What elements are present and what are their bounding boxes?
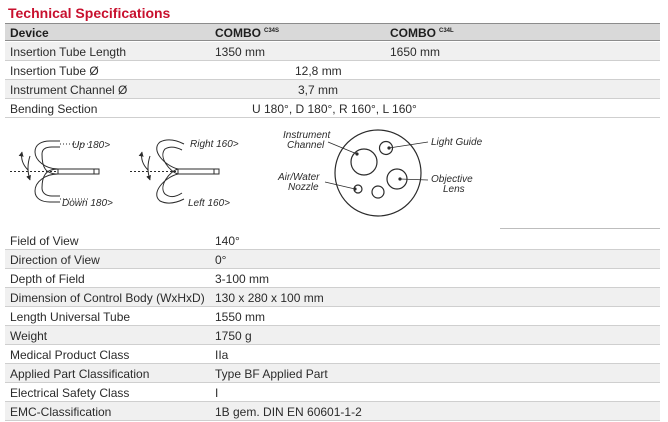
spec-value: 130 x 280 x 100 mm — [215, 291, 324, 305]
table-row — [5, 288, 660, 307]
table-row — [5, 345, 660, 364]
table-row — [5, 307, 660, 326]
spec-label: Field of View — [10, 234, 79, 248]
table-row — [5, 99, 660, 118]
spec-value: 0° — [215, 253, 227, 267]
header-device: Device — [10, 26, 49, 40]
spec-value: I — [215, 386, 219, 400]
table-header — [5, 23, 660, 41]
spec-label: Electrical Safety Class — [10, 386, 130, 400]
spec-label: Dimension of Control Body (WxHxD) — [10, 291, 205, 305]
right-label: Right 160> — [190, 139, 239, 150]
table-row — [5, 326, 660, 345]
instrument-channel-label-2: Channel — [287, 140, 325, 151]
divider — [500, 228, 660, 229]
spec-label: Weight — [10, 329, 48, 343]
spec-label: Bending Section — [10, 102, 98, 116]
table-row — [5, 250, 660, 269]
table-row — [5, 269, 660, 288]
spec-label: EMC-Classification — [10, 405, 112, 419]
spec-value: IIa — [215, 348, 229, 362]
air-water-label-2: Nozzle — [288, 182, 319, 193]
spec-label: Insertion Tube Ø — [10, 64, 99, 78]
table-row — [5, 42, 660, 61]
light-guide-label: Light Guide — [431, 137, 483, 148]
leader-dots — [353, 146, 401, 190]
spec-value: 3-100 mm — [215, 272, 270, 286]
distal-tip-icon — [335, 130, 421, 216]
spec-value: 1650 mm — [390, 45, 441, 59]
table-row — [5, 364, 660, 383]
spec-label: Applied Part Classification — [10, 367, 150, 381]
header-combo-short-label: COMBO — [215, 26, 261, 40]
left-label: Left 160> — [188, 198, 230, 209]
table-row — [5, 231, 660, 250]
air-water-label-1: Air/Water — [278, 172, 320, 183]
down-label: Down 180> — [62, 198, 113, 209]
objective-lens-label-2: Lens — [443, 184, 465, 195]
objective-lens-label-1: Objective — [431, 174, 473, 185]
spec-value: 1B gem. DIN EN 60601-1-2 — [215, 405, 362, 419]
table-row — [5, 61, 660, 80]
spec-label: Instrument Channel Ø — [10, 83, 128, 97]
spec-label: Medical Product Class — [10, 348, 130, 362]
spec-label: Direction of View — [10, 253, 100, 267]
header-combo-long — [390, 26, 454, 40]
spec-label: Depth of Field — [10, 272, 85, 286]
spec-value: 140° — [215, 234, 240, 248]
spec-value: 1350 mm — [215, 45, 266, 59]
spec-value: 12,8 mm — [295, 64, 342, 78]
spec-label: Length Universal Tube — [10, 310, 131, 324]
spec-value: Type BF Applied Part — [215, 367, 328, 381]
header-combo-short-model: C34S — [264, 28, 280, 34]
table-row — [5, 80, 660, 99]
spec-value: 1750 g — [215, 329, 252, 343]
table-row — [5, 383, 660, 402]
instrument-channel-label-1: Instrument — [283, 130, 331, 141]
header-combo-long-label: COMBO — [390, 26, 436, 40]
spec-value: 3,7 mm — [298, 83, 339, 97]
up-label: Up 180> — [72, 140, 111, 151]
spec-value: U 180°, D 180°, R 160°, L 160° — [252, 102, 417, 116]
spec-value: 1550 mm — [215, 310, 266, 324]
spec-label: Insertion Tube Length — [10, 45, 127, 59]
bending-and-tip-diagram — [0, 122, 668, 228]
table-row — [5, 402, 660, 421]
header-combo-short — [215, 26, 279, 40]
header-combo-long-model: C34L — [439, 28, 454, 34]
page-title: Technical Specifications — [8, 5, 171, 21]
